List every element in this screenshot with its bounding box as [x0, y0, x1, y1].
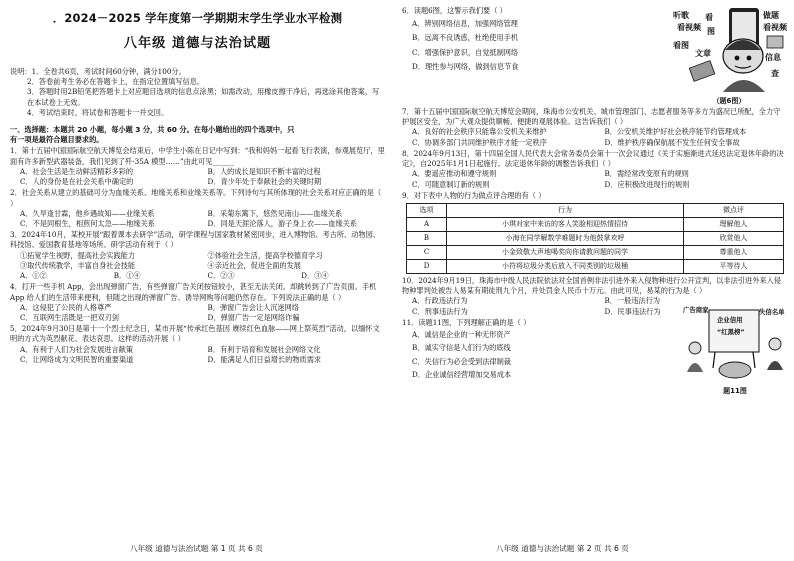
table-header: 微点评 — [684, 203, 784, 217]
table-row — [407, 259, 784, 273]
option-d: D．弹窗广告一定是网络诈骗 — [207, 312, 300, 322]
table-header-row — [407, 203, 784, 217]
option-a: A．要遥应推动和遵守规则 — [412, 169, 497, 179]
subject-title: 八年级 道德与法治试题 — [123, 36, 272, 52]
question-7 — [402, 107, 787, 148]
figure-caption: 题11图 — [723, 387, 747, 396]
cartoon-label: 看 — [705, 13, 713, 22]
option-b: B．采菊东篱下，悠然见南山——血缘关系 — [207, 208, 343, 218]
question-stem: 9．对下表中人物的行为做点评合理的有（ ） — [402, 190, 546, 200]
option-d: D．维护秩序确保航展不发生任何安全事故 — [604, 137, 740, 147]
question-stem: 6．读题6图，这警示我们要（ ） — [402, 6, 507, 15]
statement-4: ④亲近社会，促进全面的发展 — [207, 260, 301, 270]
table-cell: B — [407, 231, 447, 245]
question-stem: 5．2024年9月30日是第十一个烈士纪念日，某市开展“传承红色基因 赓续红色血脉——网上祭英烈”活动，以缅怀文明的方式为英烈献花、表达哀思。这样的活动开展（ ） — [10, 324, 380, 344]
question-11-cartoon — [683, 304, 787, 402]
table-cell: C — [407, 245, 447, 259]
table-cell: 理解他人 — [684, 217, 784, 231]
option-a: A．辨别网络信息，加强网络管理 — [412, 19, 518, 29]
option-c: C．刑事违法行为 — [412, 306, 468, 316]
option-b: B．①④ — [113, 271, 141, 281]
table-cell: 小符将垃圾分类后放入不同类别的垃圾桶 — [447, 259, 684, 273]
option-c: C．②③ — [207, 271, 235, 281]
cartoon-label: 企业信用 — [717, 315, 743, 324]
question-9 — [402, 191, 787, 274]
option-a: A．久旱逢甘霖，他乡遇故知——业缘关系 — [20, 208, 155, 218]
option-d: D．能满足人们日益增长的物质需求 — [207, 354, 322, 364]
table-row — [407, 231, 784, 245]
option-c: C．让网络成为文明民智的重要渠道 — [20, 354, 134, 364]
table-row — [407, 217, 784, 231]
option-d: D．理性参与网络，做到信息节食 — [412, 61, 519, 71]
statement-2: ②体验社会生活，提高学校德育学习 — [207, 250, 323, 260]
table-header: 行为 — [447, 203, 684, 217]
page-2-column — [402, 6, 787, 410]
option-b: B．弹窗广告会让人沉迷网络 — [207, 302, 300, 312]
option-d: D．企业诚信经营增加交易成本 — [412, 369, 512, 379]
option-d: D．青少年处于奉献社会的关键时期 — [207, 177, 322, 187]
instruction-line: 4．考试结束时，将试卷和答题卡一并交回。 — [27, 107, 169, 117]
option-b: B．诚实守信是人们行为的底线 — [412, 343, 511, 353]
page-1-column — [10, 6, 385, 365]
option-c: C．可随意制订新的规则 — [412, 179, 490, 189]
cartoon-label: 做题 — [763, 11, 779, 20]
figure-caption: （题6图） — [712, 97, 746, 106]
option-a: A．行政违法行为 — [412, 296, 468, 306]
option-d: D．民事违法行为 — [604, 306, 661, 316]
question-stem: 11．读题11图，下列理解正确的是（ ） — [402, 317, 531, 327]
cartoon-label: 听歌 — [673, 11, 689, 20]
question-8 — [402, 149, 787, 190]
question-6-cartoon — [671, 6, 787, 104]
cartoon-label: 看图 — [673, 41, 689, 50]
option-a: A．有利于人们为社会发展进言献策 — [20, 344, 134, 354]
cartoon-label: 信息 — [765, 53, 781, 62]
option-b: B．一般违法行为 — [604, 296, 661, 306]
table-cell: D — [407, 259, 447, 273]
page-footer-left: 八年级 道德与法治试题 第 1 页 共 6 页 — [130, 544, 263, 554]
question-3 — [10, 230, 385, 281]
option-b: B．有利于培育和发展社会网络文化 — [207, 344, 321, 354]
credit-board-illustration — [683, 304, 787, 384]
option-a: A．①② — [20, 271, 47, 281]
cartoon-label: 文章 — [695, 49, 711, 58]
cartoon-label: 广告商家 — [683, 305, 709, 314]
exam-title: ．2024－2025 学年度第一学期期末学生学业水平检测 — [52, 11, 343, 25]
option-c: C．增强保护意识，自觉抵制网络 — [412, 47, 519, 57]
option-c: C．协调多部门共同维护秩序才能一定秩序 — [412, 137, 547, 147]
table-cell: A — [407, 217, 447, 231]
shop-stall — [719, 362, 751, 378]
table-cell: 小琪对家中来访的客人笑脸相迎热情招待 — [447, 217, 684, 231]
instructions — [10, 67, 385, 118]
question-stem: 1．第十五届中国国际航空航天博览会结束后，中学生小陈在日记中写到：“我和妈妈一起看飞行表演，参观展览厅，里面有许多新型武器装备，我们见到了歼-35A 模型……”由此可见______ — [10, 146, 385, 166]
option-a: A．诚信是企业的一种无形资产 — [412, 330, 511, 340]
option-a: A．社会生活是生动鲜活精彩多彩的 — [20, 166, 134, 176]
question-stem: 8．2024年9月13日，第十四届全国人民代表大会常务委员会第十一次会议通过《关于实施渐进式延迟法定退休年龄的决定》，自2025年1月1日起施行。法定退休年龄的调整告诉我们（ ） — [402, 148, 784, 169]
option-c: C．人的身份是在社会关系中确定的 — [20, 177, 134, 187]
option-a: A．这侵犯了公民的人格尊严 — [20, 302, 112, 312]
section-heading: 一、选择题：本题共 20 小题，每小题 3 分，共 60 分。在每小题给出的四个选项中，只 — [10, 125, 295, 135]
cartoon-label: 看视频 — [677, 23, 701, 32]
table-cell: 欣赏他人 — [684, 231, 784, 245]
cartoon-label: 查 — [771, 69, 779, 78]
page-footer-right: 八年级 道德与法治试题 第 2 页 共 6 页 — [496, 544, 629, 554]
table-cell: 尊重他人 — [684, 245, 784, 259]
cartoon-label: 失信名单 — [759, 307, 785, 316]
table-header: 选项 — [407, 203, 447, 217]
question-stem: 2．社会关系从建立的基础可分为血缘关系、地缘关系和业缘关系等。下列诗句与其所体现的社会关系对应正确的是（ ） — [10, 188, 382, 208]
question-stem: 7．第十五届中国国际航空航天博览会期间，珠海市公安机关、城市管理部门、志愿者服务等多方为盛况已所配，全力守护展区安全，为广大观众提供顺畅、便捷的观展体验。这告诉我们（ ） — [402, 107, 781, 127]
comment-table — [406, 203, 784, 274]
option-b: B．远离不良诱惑，杜绝使用手机 — [412, 33, 518, 43]
cartoon-label: 图 — [707, 27, 715, 36]
table-cell: 小海在同学解数学难题时为他鼓掌欢呼 — [447, 231, 684, 245]
question-5 — [10, 324, 385, 365]
question-stem: 10．2024年9月19日，珠海市中级人民法院依法对全国首例非法引进外来入侵物种进行公开宣判，以非法引进外来入侵物种罪判处被告人易某有期徒刑九个月，并处罚金人民币十万元。由此可见，易某的行为是（ ） — [402, 275, 781, 296]
question-2 — [10, 188, 385, 229]
table-cell: 平等待人 — [684, 259, 784, 273]
option-b: B．公安机关维护好社会秩序能节约管理成本 — [604, 127, 747, 137]
person-right — [769, 338, 781, 350]
person-left — [689, 342, 701, 354]
cartoon-label: 看视频 — [763, 23, 787, 32]
option-c: C．不是同根生，相煎何太急——地缘关系 — [20, 218, 155, 228]
instruction-line: 2．答卷前考生务必在答题卡上，在指定位置填写信息。 — [27, 77, 205, 87]
cartoon-label: “红黑榜” — [717, 327, 745, 336]
statement-1: ①拓宽学生视野，提高社会实践能力 — [20, 250, 136, 260]
option-d: D．应积极改进现行的规则 — [604, 179, 690, 189]
question-stem: 3．2024年10月，某校开展“跟着课本去研学”活动，研学课程与国家教材紧密同步，进入博物馆、考古所、动物园、科技馆、爱国教育基地等场所。研学活动有利于（ ） — [10, 230, 380, 250]
option-b: B．需经常改变原有的规则 — [604, 169, 689, 179]
option-b: B．人的成长是知识不断丰富的过程 — [207, 166, 321, 176]
option-d: D．同是天涯沦落人，游子身上衣——血缘关系 — [207, 218, 358, 228]
option-d: D．③④ — [301, 271, 329, 281]
question-1 — [10, 146, 385, 187]
table-row — [407, 245, 784, 259]
phone-addiction-illustration — [671, 6, 787, 94]
option-c: C．失信行为必会受到法律制裁 — [412, 356, 511, 366]
statement-3: ③取代传统教学，丰富自身社会技能 — [20, 260, 136, 270]
instruction-line: 3．答题时用2B铅笔把答题卡上对应题目选项的信息点涂黑；如需改动，用橡皮擦干净后，再选涂其他答案，写在本试卷上无效。 — [27, 87, 380, 107]
table-cell: 小金致敬大声地喝奖向你请教问题的同学 — [447, 245, 684, 259]
instruction-line: 说明：1．全卷共6页，考试时间60分钟，满分100分。 — [10, 66, 186, 76]
option-c: C．互联网生活既是一把双刃剑 — [20, 312, 119, 322]
question-stem: 4．打开一些手机 App，会出现弹窗广告，有些弹窗广告关闭按钮较小，甚至无法关闭，却跳转到了广告页面。手机 App 给人们的生活带来便利，但随之出现的弹窗广告、诱导网购等问题仍然存在。下列说法正确的是（ ） — [10, 282, 377, 302]
question-4 — [10, 282, 385, 323]
question-6 — [402, 6, 787, 106]
option-a: A．良好的社会秩序只能靠公安机关来维护 — [412, 127, 547, 137]
section-heading-cont: 有一项是最符合题目要求的。 — [10, 135, 104, 145]
